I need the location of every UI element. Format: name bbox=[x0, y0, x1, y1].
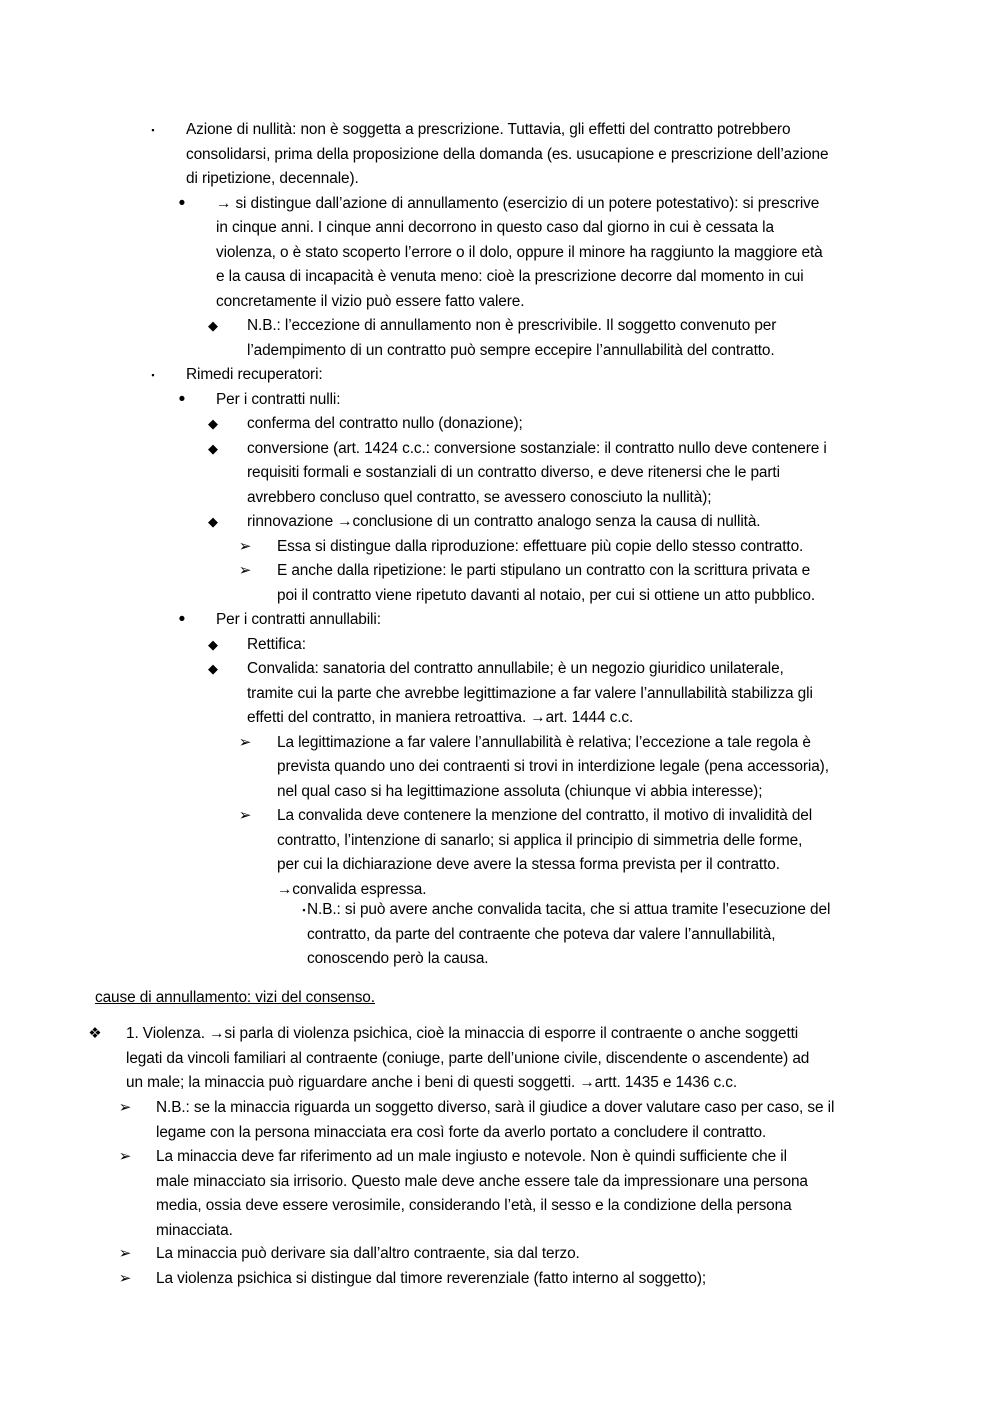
text-line: minacciata. bbox=[156, 1221, 233, 1239]
text-line: N.B.: si può avere anche convalida tacita, che si attua tramite l’esecuzione del bbox=[307, 901, 831, 918]
text-line: di ripetizione, decennale). bbox=[186, 170, 359, 187]
list-bullet-icon: • bbox=[178, 609, 186, 630]
list-bullet-icon: ➢ bbox=[238, 733, 252, 751]
list-bullet-icon: ◆ bbox=[208, 318, 218, 333]
text-line: concretamente il vizio può essere fatto valere. bbox=[216, 292, 525, 310]
text-line: male minacciato sia irrisorio. Questo male deve anche essere tale da impressionare una persona bbox=[156, 1172, 808, 1190]
text-line: media, ossia deve essere verosimile, considerando l’età, il sesso e la condizione della persona bbox=[156, 1197, 792, 1214]
text-line: conferma del contratto nullo (donazione); bbox=[247, 415, 523, 432]
text-line: avrebbero concluso quel contratto, se avessero conosciuto la nullità); bbox=[247, 488, 712, 506]
text-line: La violenza psichica si distingue dal timore reverenziale (fatto interno al soggetto); bbox=[156, 1269, 707, 1287]
text-line: La convalida deve contenere la menzione del contratto, il motivo di invalidità del bbox=[277, 807, 813, 824]
list-bullet-icon: ▪ bbox=[302, 905, 306, 915]
list-bullet-icon: ➢ bbox=[118, 1148, 132, 1165]
text-line: → si distingue dall’azione di annullamento (esercizio di un potere potestativo): si prescrive bbox=[216, 194, 820, 212]
text-line: Rimedi recuperatori: bbox=[186, 366, 323, 383]
section-heading: cause di annullamento: vizi del consenso. bbox=[95, 989, 375, 1006]
text-line: N.B.: l’eccezione di annullamento non è prescrivibile. Il soggetto convenuto per bbox=[247, 317, 777, 334]
text-line: in cinque anni. I cinque anni decorrono in questo caso dal giorno in cui è cessata la bbox=[216, 219, 774, 236]
text-line: Azione di nullità: non è soggetta a prescrizione. Tuttavia, gli effetti del contratto potrebbero bbox=[186, 121, 791, 138]
text-line: La minaccia deve far riferimento ad un male ingiusto e notevole. Non è quindi sufficiente che il bbox=[156, 1148, 787, 1165]
text-line: contratto, da parte del contraente che poteva dar valere l’annullabilità, bbox=[307, 925, 776, 943]
text-line: Essa si distingue dalla riproduzione: effettuare più copie dello stesso contratto. bbox=[277, 537, 804, 555]
text-line: e la causa di incapacità è venuta meno: cioè la prescrizione decorre dal momento in cui bbox=[216, 268, 804, 285]
list-bullet-icon: ❖ bbox=[88, 1025, 102, 1042]
text-line: consolidarsi, prima della proposizione della domanda (es. usucapione e prescrizione dell’azione bbox=[186, 145, 829, 163]
text-line: requisiti formali e sostanziali di un contratto diverso, e deve ritenersi che le parti bbox=[247, 464, 780, 481]
text-line: legati da vincoli familiari al contraente (coniuge, parte dell’unione civile, discendente o ascendente) ad bbox=[126, 1049, 810, 1067]
text-line: 1. Violenza. →si parla di violenza psichica, cioè la minaccia di esporre il contraente o anche soggetti bbox=[126, 1025, 799, 1042]
list-bullet-icon: ➢ bbox=[238, 537, 252, 555]
text-line: La legittimazione a far valere l’annullabilità è relativa; l’eccezione a tale regola è bbox=[277, 733, 811, 751]
text-line: poi il contratto viene ripetuto davanti al notaio, per cui si ottiene un atto pubblico. bbox=[277, 586, 816, 604]
text-line: Per i contratti nulli: bbox=[216, 390, 341, 408]
text-line: E anche dalla ripetizione: le parti stipulano un contratto con la scrittura privata e bbox=[277, 562, 811, 579]
text-line: N.B.: se la minaccia riguarda un soggetto diverso, sarà il giudice a dover valutare caso per caso, se il bbox=[156, 1099, 835, 1116]
text-line: contratto, l’intenzione di sanarlo; si applica il principio di simmetria delle forme, bbox=[277, 831, 803, 849]
text-line: →convalida espressa. bbox=[277, 880, 427, 898]
text-line: Per i contratti annullabili: bbox=[216, 611, 381, 628]
text-line: per cui la dichiarazione deve avere la stessa forma prevista per il contratto. bbox=[277, 856, 780, 873]
text-line: nel qual caso si ha legittimazione assoluta (chiunque vi abbia interesse); bbox=[277, 782, 763, 800]
text-line: conoscendo però la causa. bbox=[307, 950, 489, 967]
text-line: effetti del contratto, in maniera retroattiva. →art. 1444 c.c. bbox=[247, 709, 634, 726]
list-bullet-icon: ➢ bbox=[238, 562, 252, 579]
list-bullet-icon: • bbox=[178, 192, 186, 214]
text-line: prevista quando uno dei contraenti si trovi in interdizione legale (pena accessoria), bbox=[277, 758, 829, 775]
text-line: La minaccia può derivare sia dall’altro contraente, sia dal terzo. bbox=[156, 1245, 580, 1262]
text-line: Rettifica: bbox=[247, 635, 306, 653]
list-bullet-icon: • bbox=[178, 388, 186, 410]
list-bullet-icon: ▪ bbox=[151, 125, 155, 135]
list-bullet-icon: ➢ bbox=[118, 1245, 132, 1262]
text-line: l’adempimento di un contratto può sempre eccepire l’annullabilità del contratto. bbox=[247, 341, 775, 359]
list-bullet-icon: ▪ bbox=[151, 370, 155, 380]
text-line: un male; la minaccia può riguardare anche i beni di questi soggetti. →artt. 1435 e 1436 c.c. bbox=[126, 1074, 738, 1091]
list-bullet-icon: ◆ bbox=[208, 514, 218, 529]
list-bullet-icon: ➢ bbox=[238, 807, 252, 824]
list-bullet-icon: ◆ bbox=[208, 661, 218, 676]
text-line: violenza, o è stato scoperto l’errore o il dolo, oppure il minore ha raggiunto la maggiore età bbox=[216, 243, 823, 261]
text-line: Convalida: sanatoria del contratto annullabile; è un negozio giuridico unilaterale, bbox=[247, 660, 784, 677]
list-bullet-icon: ◆ bbox=[208, 416, 218, 431]
text-line: conversione (art. 1424 c.c.: conversione sostanziale: il contratto nullo deve contenere i bbox=[247, 439, 827, 457]
text-line: tramite cui la parte che avrebbe legittimazione a far valere l’annullabilità stabilizza gli bbox=[247, 684, 813, 702]
text-line: rinnovazione →conclusione di un contratto analogo senza la causa di nullità. bbox=[247, 513, 761, 530]
list-bullet-icon: ➢ bbox=[118, 1099, 132, 1116]
list-bullet-icon: ◆ bbox=[208, 636, 218, 652]
list-bullet-icon: ◆ bbox=[208, 440, 218, 456]
list-bullet-icon: ➢ bbox=[118, 1269, 132, 1287]
text-line: legame con la persona minacciata era così forte da averlo portato a concludere il contratto. bbox=[156, 1123, 767, 1141]
